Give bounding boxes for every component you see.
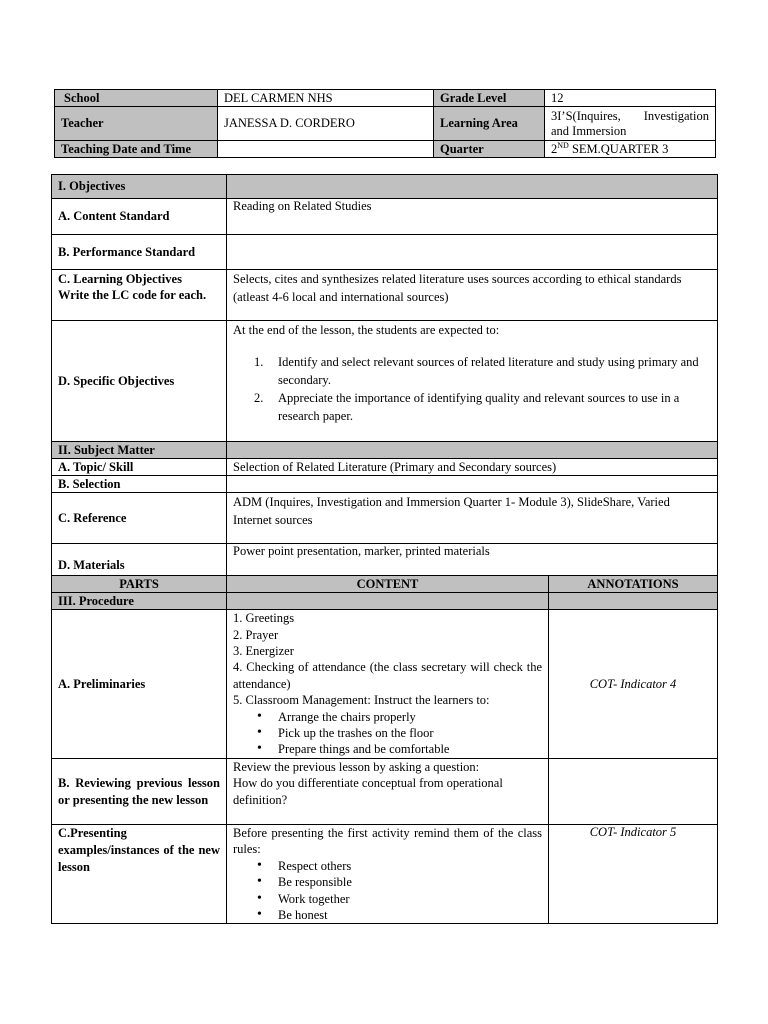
content-standard-label: A. Content Standard bbox=[52, 199, 227, 235]
materials-label: D. Materials bbox=[52, 544, 227, 576]
topic-skill-label: A. Topic/ Skill bbox=[52, 459, 227, 476]
materials-value: Power point presentation, marker, printed materials bbox=[227, 544, 718, 576]
list-item: 2. Prayer bbox=[233, 627, 279, 642]
annotations-column-header: ANNOTATIONS bbox=[549, 576, 718, 593]
list-item: 4. Checking of attendance (the class secretary will check the attendance) bbox=[233, 660, 542, 691]
list-item: • Be honest bbox=[278, 907, 542, 923]
lesson-plan-table bbox=[51, 174, 718, 924]
list-item: 2. Appreciate the importance of identifying quality and relevant sources to use in a research paper. bbox=[254, 391, 680, 423]
list-item: • Arrange the chairs properly bbox=[278, 709, 542, 725]
teacher-label: Teacher bbox=[55, 107, 218, 141]
quarter-value: 2ND SEM.QUARTER 3 bbox=[545, 141, 716, 158]
parts-column-header: PARTS bbox=[52, 576, 227, 593]
content-standard-value: Reading on Related Studies bbox=[227, 199, 718, 235]
learning-objectives-lc-note: Write the LC code for each. bbox=[58, 288, 207, 302]
presenting-content bbox=[227, 825, 549, 924]
topic-skill-value: Selection of Related Literature (Primary and Secondary sources) bbox=[227, 459, 718, 476]
selection-value bbox=[227, 476, 718, 493]
reference-value: ADM (Inquires, Investigation and Immersion Quarter 1- Module 3), SlideShare, Varied Internet sources bbox=[227, 493, 718, 544]
procedure-heading: III. Procedure bbox=[52, 593, 227, 610]
learning-objectives-label bbox=[52, 270, 227, 321]
objectives-heading: I. Objectives bbox=[52, 175, 227, 199]
list-item: • Respect others bbox=[278, 858, 542, 874]
presenting-annotation: COT- Indicator 5 bbox=[549, 825, 718, 924]
reference-label: C. Reference bbox=[52, 493, 227, 544]
selection-label: B. Selection bbox=[52, 476, 227, 493]
list-item: 1. Identify and select relevant sources of related literature and study using primary and secondary. bbox=[254, 355, 699, 387]
subject-matter-heading-fill bbox=[227, 442, 718, 459]
preliminaries-bullets bbox=[233, 709, 542, 758]
specific-objectives-content bbox=[227, 321, 718, 442]
procedure-heading-fill-2 bbox=[549, 593, 718, 610]
list-item: • Be responsible bbox=[278, 874, 542, 890]
presenting-bullets bbox=[233, 858, 542, 924]
preliminaries-annotation: COT- Indicator 4 bbox=[549, 610, 718, 759]
content-column-header: CONTENT bbox=[227, 576, 549, 593]
reviewing-label: B. Reviewing previous lesson or presenting the new lesson bbox=[52, 759, 227, 825]
header-table bbox=[54, 89, 716, 158]
school-label: School bbox=[55, 90, 218, 107]
teacher-value: JANESSA D. CORDERO bbox=[218, 107, 434, 141]
list-item: 5. Classroom Management: Instruct the learners to: bbox=[233, 693, 490, 708]
quarter-label: Quarter bbox=[434, 141, 545, 158]
learning-area-value: 3I’S(Inquires, Investigation and Immersion bbox=[545, 107, 716, 141]
learning-area-label: Learning Area bbox=[434, 107, 545, 141]
list-item: How do you differentiate conceptual from operational definition? bbox=[233, 776, 503, 807]
objectives-heading-fill bbox=[227, 175, 718, 199]
performance-standard-value bbox=[227, 235, 718, 270]
specific-objectives-intro: At the end of the lesson, the students are expected to: bbox=[233, 323, 500, 337]
list-item: Review the previous lesson by asking a question: bbox=[233, 760, 480, 774]
grade-level-label: Grade Level bbox=[434, 90, 545, 107]
learning-objectives-title: C. Learning Objectives bbox=[58, 272, 182, 286]
list-item: • Prepare things and be comfortable bbox=[278, 741, 542, 757]
learning-objectives-value: Selects, cites and synthesizes related literature uses sources according to ethical standards (atleast 4-6 local and international sources) bbox=[227, 270, 718, 321]
preliminaries-label: A. Preliminaries bbox=[52, 610, 227, 759]
specific-objectives-label: D. Specific Objectives bbox=[52, 321, 227, 442]
list-item: • Pick up the trashes on the floor bbox=[278, 725, 542, 741]
reviewing-annotation bbox=[549, 759, 718, 825]
school-value: DEL CARMEN NHS bbox=[218, 90, 434, 107]
specific-objectives-list bbox=[233, 353, 711, 425]
presenting-label: C.Presenting examples/instances of the new lesson bbox=[52, 825, 227, 924]
presenting-intro: Before presenting the first activity remind them of the class rules: bbox=[233, 826, 542, 857]
teaching-date-value bbox=[218, 141, 434, 158]
subject-matter-heading: II. Subject Matter bbox=[52, 442, 227, 459]
preliminaries-content bbox=[227, 610, 549, 759]
grade-level-value: 12 bbox=[545, 90, 716, 107]
teaching-date-label: Teaching Date and Time bbox=[55, 141, 218, 158]
list-item: 3. Energizer bbox=[233, 643, 294, 658]
reviewing-content bbox=[227, 759, 549, 825]
list-item: • Work together bbox=[278, 891, 542, 907]
procedure-heading-fill bbox=[227, 593, 549, 610]
performance-standard-label: B. Performance Standard bbox=[52, 235, 227, 270]
list-item: 1. Greetings bbox=[233, 611, 295, 626]
